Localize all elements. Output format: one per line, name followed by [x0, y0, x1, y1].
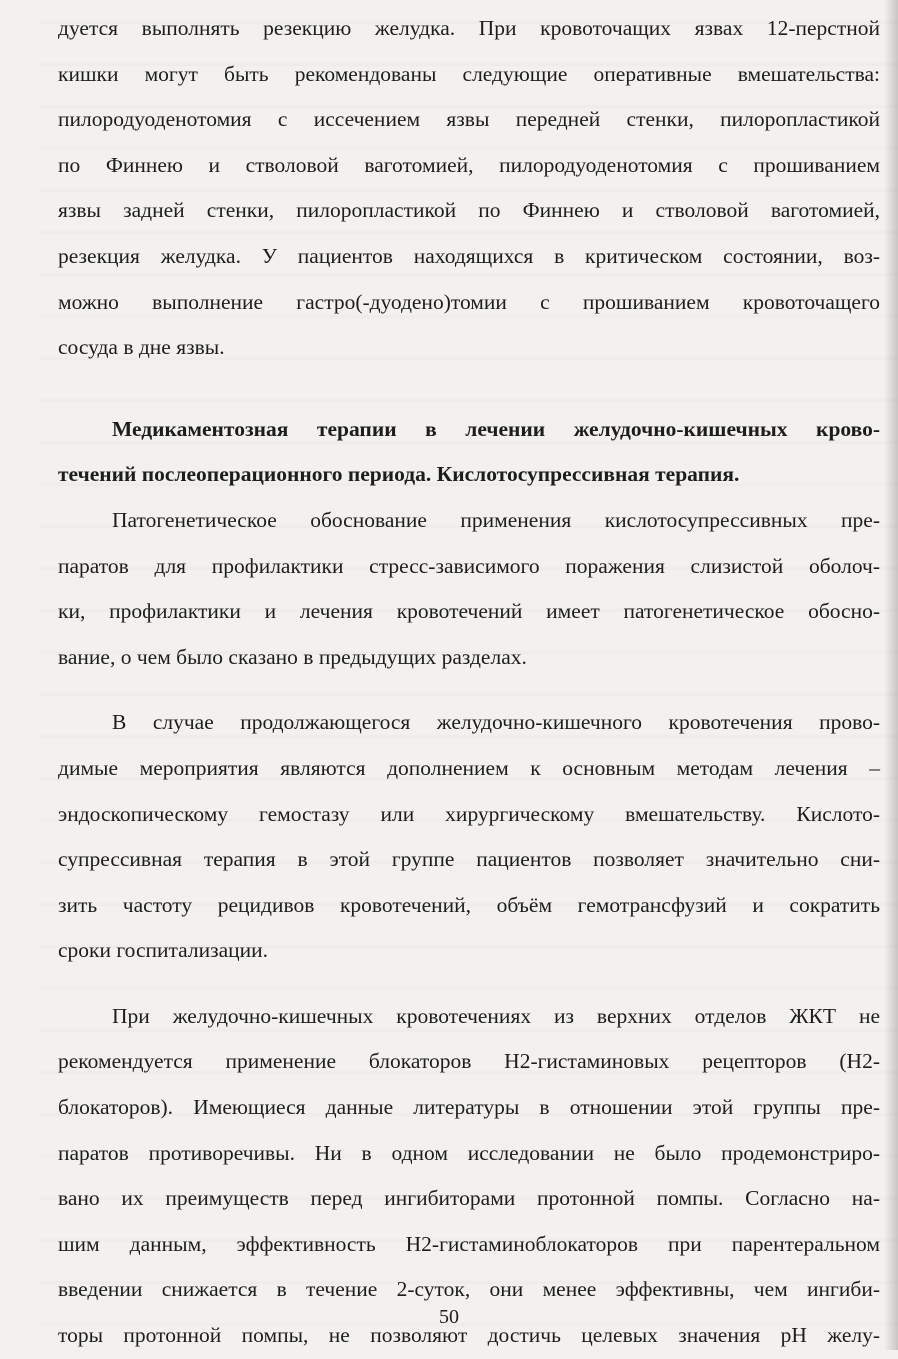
text-line: рекомендуется применение блокаторов Н2-гистаминовых рецепторов (Н2-: [58, 1049, 880, 1074]
text-line: вание, о чем было сказано в предыдущих разделах.: [58, 644, 527, 669]
text-line: эндоскопическому гемостазу или хирургическому вмешательству. Кислото-: [58, 801, 880, 826]
text-line: язвы задней стенки, пилоропластикой по Финнею и стволовой ваготомией,: [58, 198, 880, 223]
text-line: дуется выполнять резекцию желудка. При кровоточащих язвах 12-перстной: [58, 16, 880, 40]
text-line: паратов для профилактики стресс-зависимого поражения слизистой оболоч-: [58, 553, 880, 578]
text-line: шим данным, эффективность Н2-гистаминоблокаторов при парентеральном: [58, 1231, 880, 1256]
text-line: В случае продолжающегося желудочно-кишечного кровотечения прово-: [112, 710, 880, 735]
text-line: ки, профилактики и лечения кровотечений имеет патогенетическое обосно-: [58, 599, 880, 624]
page-number: 50: [439, 1306, 459, 1328]
text-line: резекция желудка. У пациентов находящихся в критическом состоянии, воз-: [58, 243, 880, 268]
spacer: [58, 371, 880, 407]
text-line: димые мероприятия являются дополнением к основным методам лечения –: [58, 755, 880, 780]
heading-line: Медикаментозная терапии в лечении желудочно-кишечных крово-: [112, 416, 880, 441]
text-line: зить частоту рецидивов кровотечений, объём гемотрансфузий и сократить: [58, 892, 880, 917]
text-line: по Финнею и стволовой ваготомией, пилородуоденотомия с прошиванием: [58, 152, 880, 177]
paragraph-h2-blockers: [58, 994, 880, 1359]
text-line: паратов противоречивы. Ни в одном исследовании не было продемонстриро-: [58, 1140, 880, 1165]
text-line: кишки могут быть рекомендованы следующие оперативные вмешательства:: [58, 61, 880, 86]
paragraph-surgery-options: [58, 6, 880, 371]
text-line: Патогенетическое обоснование применения кислотосупрессивных пре-: [112, 507, 880, 532]
text-line: вано их преимуществ перед ингибиторами протонной помпы. Согласно на-: [58, 1186, 880, 1211]
spacer: [58, 680, 880, 700]
spacer: [58, 974, 880, 994]
text-line: введении снижается в течение 2-суток, они менее эффективны, чем ингиби-: [58, 1277, 880, 1302]
text-line: можно выполнение гастро(-дуодено)томии с прошиванием кровоточащего: [58, 289, 880, 314]
paragraph-ongoing-bleeding: [58, 700, 880, 974]
paragraph-pathogenetic-rationale: [58, 498, 880, 680]
text-line: блокаторов). Имеющиеся данные литературы в отношении этой группы пре-: [58, 1095, 880, 1120]
page-edge-shadow: [884, 0, 898, 1350]
heading-line: течений послеоперационного периода. Кислотосупрессивная терапия.: [58, 462, 740, 487]
section-heading: [58, 407, 880, 498]
text-line: супрессивная терапия в этой группе пациентов позволяет значительно сни-: [58, 847, 880, 872]
text-line: пилородуоденотомия с иссечением язвы передней стенки, пилоропластикой: [58, 107, 880, 132]
text-line: торы протонной помпы, не позволяют достичь целевых значения рН желу-: [58, 1323, 880, 1348]
text-line: При желудочно-кишечных кровотечениях из верхних отделов ЖКТ не: [112, 1003, 880, 1028]
text-line: сосуда в дне язвы.: [58, 335, 225, 360]
text-line: сроки госпитализации.: [58, 938, 269, 963]
document-page: [58, 6, 880, 1359]
